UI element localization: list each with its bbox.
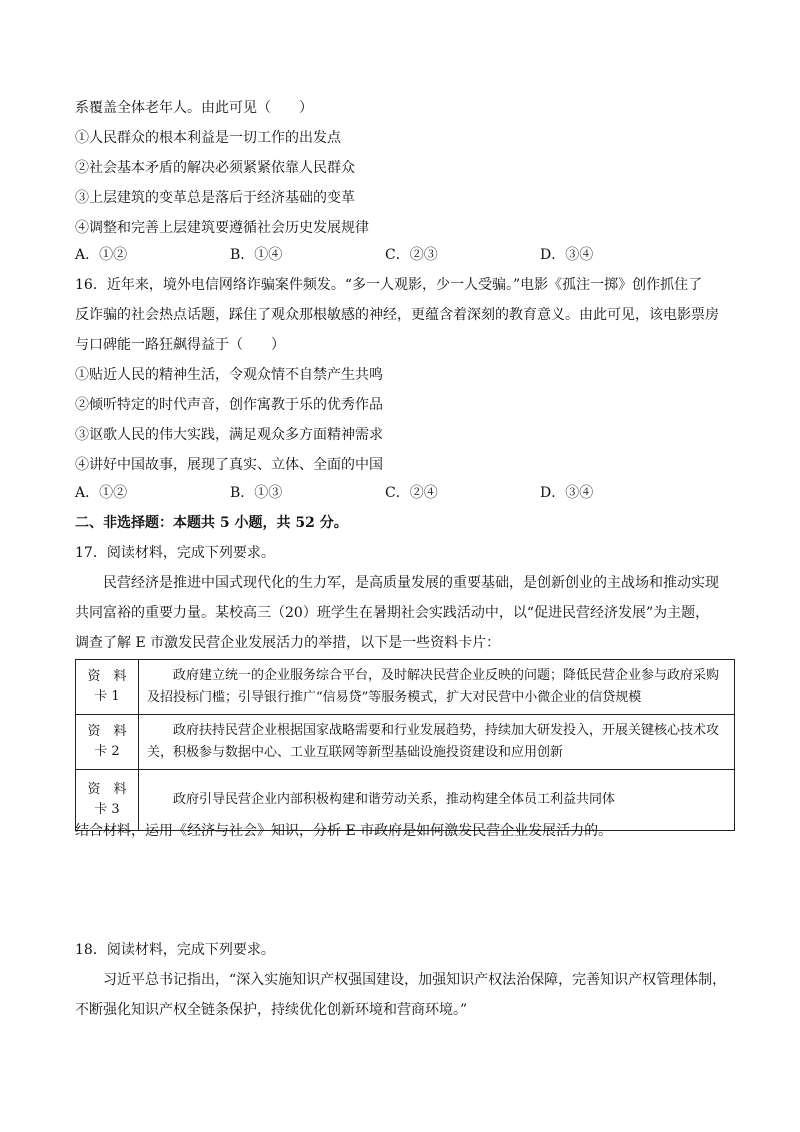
card-label-top: 资 料 bbox=[87, 782, 127, 797]
q15-item-3: ③上层建筑的变革总是落后于经济基础的变革 bbox=[75, 190, 355, 206]
material-card-row bbox=[76, 660, 735, 715]
q15-item-4: ④调整和完善上层建筑要遵循社会历史发展规律 bbox=[75, 220, 369, 236]
card-label-bottom: 卡 3 bbox=[94, 802, 120, 817]
q17-para-line-2: 共同富裕的重要力量。某校高三（20）班学生在暑期社会实践活动中，以“促进民营经济发展”为主题， bbox=[75, 605, 710, 621]
card-label-top: 资 料 bbox=[87, 724, 127, 739]
q17-title: 17．阅读材料，完成下列要求。 bbox=[75, 545, 275, 561]
q16-item-4: ④讲好中国故事，展现了真实、立体、全面的中国 bbox=[75, 457, 383, 473]
q17-para-line-1: 民营经济是推进中国式现代化的生力军，是高质量发展的重要基础，是创新创业的主战场和推动实现 bbox=[103, 575, 719, 591]
q16-option-a: A．①② bbox=[75, 485, 128, 501]
card-label-bottom: 卡 2 bbox=[94, 744, 120, 759]
q15-stem-tail: 系覆盖全体老年人。由此可见（ ） bbox=[75, 100, 313, 116]
q18-para-line-1: 习近平总书记指出，“深入实施知识产权强国建设，加强知识产权法治保障，完善知识产权管理体制， bbox=[103, 972, 727, 988]
q15-options bbox=[75, 245, 735, 265]
q15-option-a: A．①② bbox=[75, 247, 128, 263]
q16-item-2: ②倾听特定的时代声音，创作寓教于乐的优秀作品 bbox=[75, 397, 383, 413]
q16-item-1: ①贴近人民的精神生活，令观众情不自禁产生共鸣 bbox=[75, 367, 383, 383]
q16-item-3: ③讴歌人民的伟大实践，满足观众多方面精神需求 bbox=[75, 427, 383, 443]
q17-para-line-3: 调查了解 E 市激发民营企业发展活力的举措，以下是一些资料卡片： bbox=[75, 635, 501, 651]
q16-option-c: C．②④ bbox=[385, 485, 438, 501]
q15-item-1: ①人民群众的根本利益是一切工作的出发点 bbox=[75, 130, 341, 146]
q18-title: 18．阅读材料，完成下列要求。 bbox=[75, 942, 275, 958]
q18-para-line-2: 不断强化知识产权全链条保护，持续优化创新环境和营商环境。” bbox=[75, 1002, 468, 1018]
card-label bbox=[76, 715, 139, 770]
section-heading: 二、非选择题：本题共 5 小题，共 52 分。 bbox=[75, 515, 348, 531]
q15-option-c: C．②③ bbox=[385, 247, 438, 263]
card-label-top: 资 料 bbox=[87, 669, 127, 684]
q15-option-d: D．③④ bbox=[540, 247, 594, 263]
material-cards-table bbox=[75, 659, 735, 831]
card-text: 政府建立统一的企业服务综合平台，及时解决民营企业反映的问题；降低民营企业参与政府采购及招投标门槛；引导银行推广“信易贷”等服务模式，扩大对民营中小微企业的信贷规模 bbox=[139, 660, 735, 715]
card-text: 政府扶持民营企业根据国家战略需要和行业发展趋势，持续加大研发投入，开展关键核心技术攻关，积极参与数据中心、工业互联网等新型基础设施投资建设和应用创新 bbox=[139, 715, 735, 770]
q16-options bbox=[75, 483, 735, 503]
material-card-row bbox=[76, 715, 735, 770]
card-text: 政府引导民营企业内部积极构建和谐劳动关系，推动构建全体员工利益共同体 bbox=[139, 770, 735, 831]
q16-stem-line-2: 反诈骗的社会热点话题，踩住了观众那根敏感的神经，更蕴含着深刻的教育意义。由此可见，该电影票房 bbox=[75, 307, 719, 323]
q16-stem-line-3: 与口碑能一路狂飙得益于（ ） bbox=[75, 337, 285, 353]
q17-question: 结合材料，运用《经济与社会》知识，分析 E 市政府是如何激发民营企业发展活力的。 bbox=[75, 823, 613, 839]
q16-option-d: D．③④ bbox=[540, 485, 594, 501]
q16-stem-line-1: 16．近年来，境外电信网络诈骗案件频发。“多一人观影，少一人受骗。”电影《孤注一掷》创作抓住了 bbox=[75, 277, 703, 293]
card-label-bottom: 卡 1 bbox=[94, 689, 120, 704]
q16-option-b: B．①③ bbox=[230, 485, 283, 501]
q15-item-2: ②社会基本矛盾的解决必须紧紧依靠人民群众 bbox=[75, 160, 355, 176]
card-label bbox=[76, 660, 139, 715]
q15-option-b: B．①④ bbox=[230, 247, 283, 263]
